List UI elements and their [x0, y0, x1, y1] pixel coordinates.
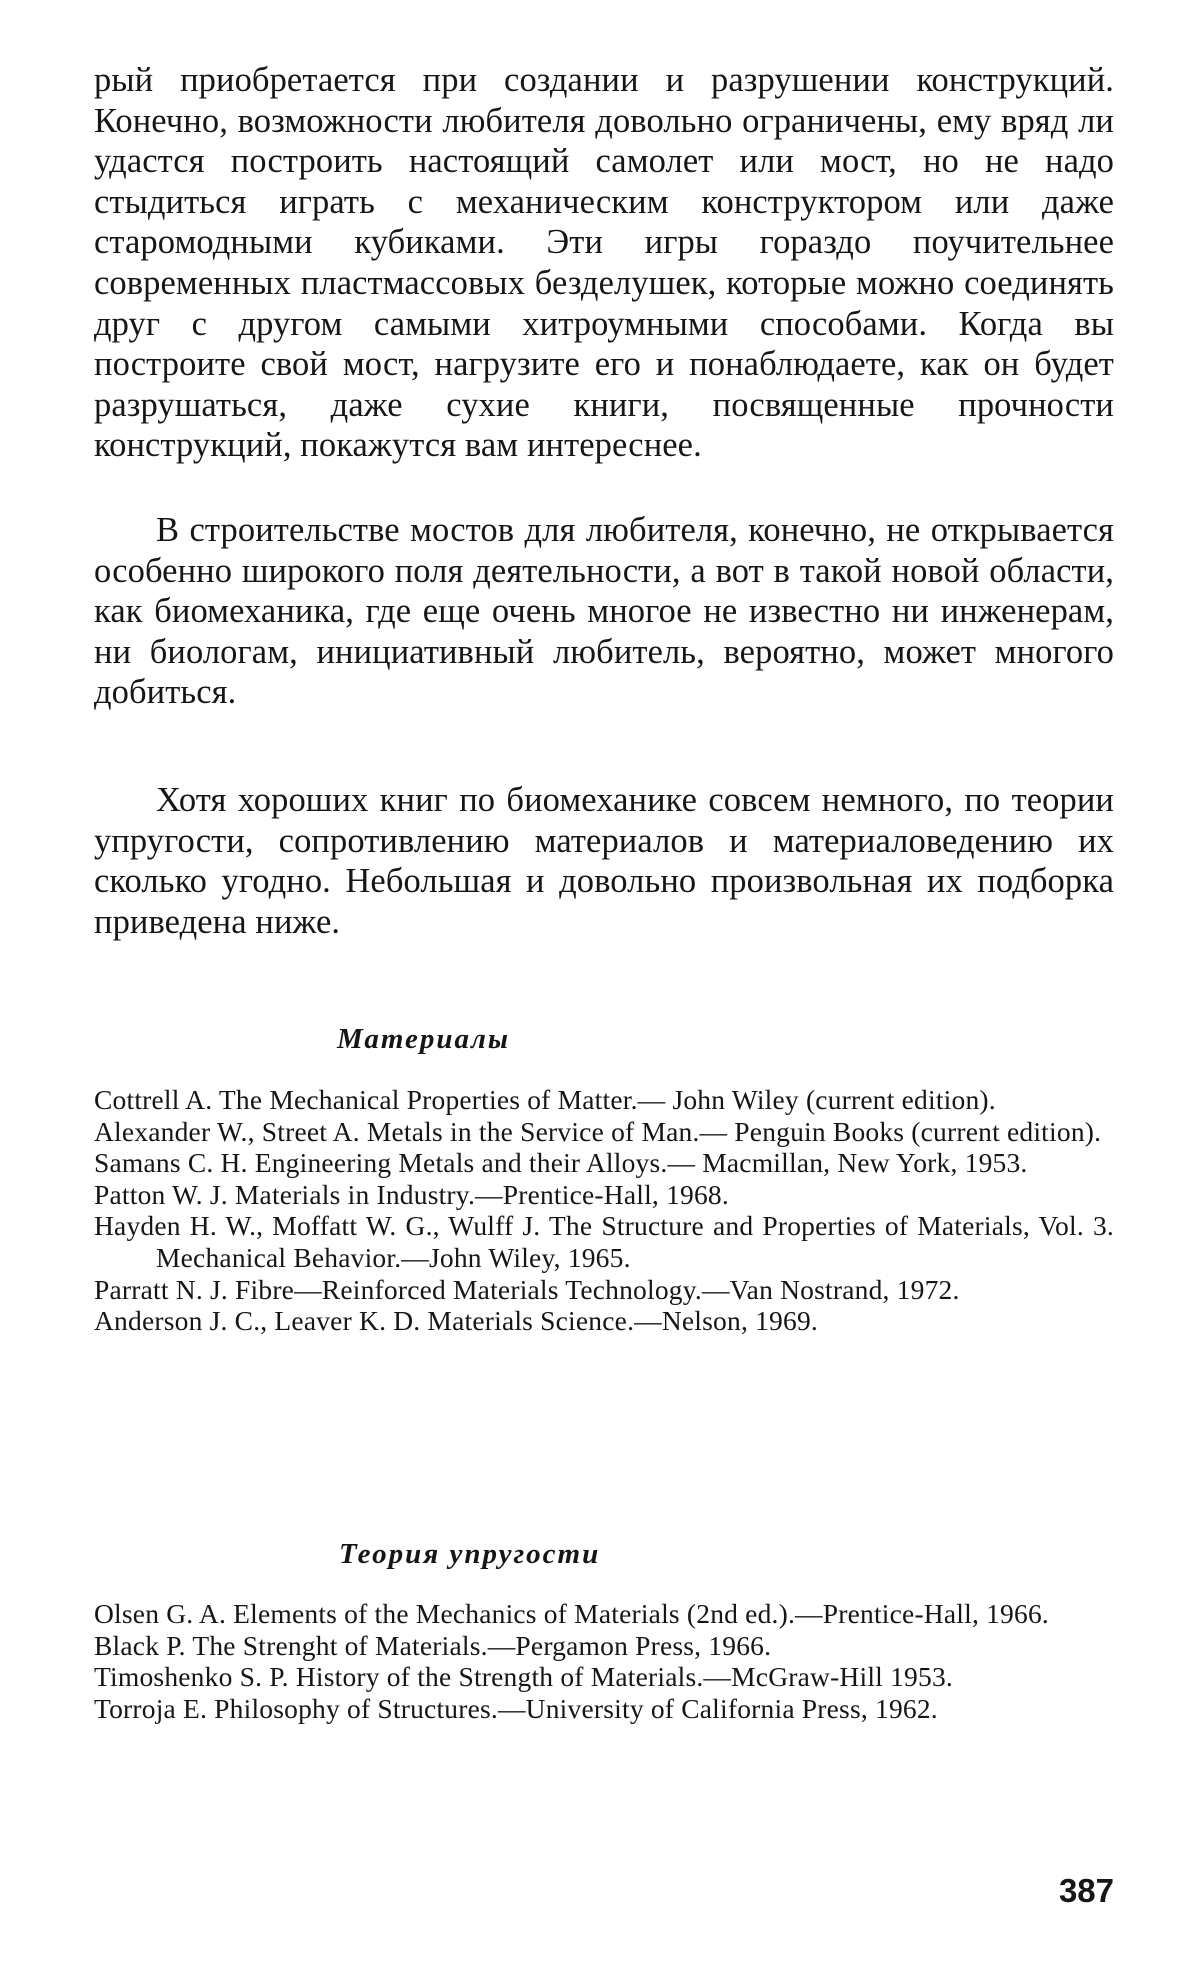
reference-item: Samans C. H. Engineering Metals and their Alloys.— Macmillan, New York, 1953. — [94, 1147, 1114, 1179]
reference-item: Anderson J. C., Leaver K. D. Materials Science.—Nelson, 1969. — [94, 1305, 1114, 1337]
reference-item: Timoshenko S. P. History of the Strength of Materials.—McGraw-Hill 1953. — [94, 1661, 1114, 1693]
body-paragraph-2: В строительстве мостов для любителя, конечно, не открывается особенно широкого поля деятельности, а вот в такой новой области, как биомеханика, где еще очень многое не известно ни инженерам, ни биологам, инициативный любитель, вероятно, может многого добиться. — [94, 510, 1114, 713]
reference-item: Parratt N. J. Fibre—Reinforced Materials Technology.—Van Nostrand, 1972. — [94, 1274, 1114, 1306]
reference-item: Olsen G. A. Elements of the Mechanics of Materials (2nd ed.).—Prentice-Hall, 1966. — [94, 1598, 1114, 1630]
reference-item: Torroja E. Philosophy of Structures.—University of California Press, 1962. — [94, 1693, 1114, 1725]
reference-item: Patton W. J. Materials in Industry.—Prentice-Hall, 1968. — [94, 1179, 1114, 1211]
section-title-elasticity: Теория упругости — [339, 1538, 600, 1571]
reference-item: Black P. The Strenght of Materials.—Pergamon Press, 1966. — [94, 1630, 1114, 1662]
body-paragraph-1: рый приобретается при создании и разрушении конструкций. Конечно, возможности любителя довольно ограничены, ему вряд ли удастся построить настоящий самолет или мост, но не надо стыдиться играть с механическим конструктором или даже старомодными кубиками. Эти игры гораздо поучительнее современных пластмассовых безделушек, которые можно соединять друг с другом самыми хитроумными способами. Когда вы построите свой мост, нагрузите его и понаблюдаете, как он будет разрушаться, даже сухие книги, посвященные прочности конструкций, покажутся вам интереснее. — [94, 60, 1114, 466]
section-title-materials: Материалы — [337, 1023, 510, 1056]
reference-list-elasticity — [94, 1598, 1114, 1724]
reference-list-materials — [94, 1084, 1114, 1337]
book-page — [94, 60, 1114, 1960]
reference-item: Cottrell A. The Mechanical Properties of Matter.— John Wiley (current edition). — [94, 1084, 1114, 1116]
reference-item: Alexander W., Street A. Metals in the Service of Man.— Penguin Books (current edition). — [94, 1116, 1114, 1148]
reference-item: Hayden H. W., Moffatt W. G., Wulff J. The Structure and Properties of Materials, Vol. 3. Mechanical Behavior.—John Wiley, 1965. — [94, 1210, 1114, 1273]
page-number: 387 — [1059, 1872, 1114, 1910]
body-paragraph-3: Хотя хороших книг по биомеханике совсем немного, по теории упругости, сопротивлению материалов и материаловедению их сколько угодно. Небольшая и довольно произвольная их подборка приведена ниже. — [94, 780, 1114, 942]
